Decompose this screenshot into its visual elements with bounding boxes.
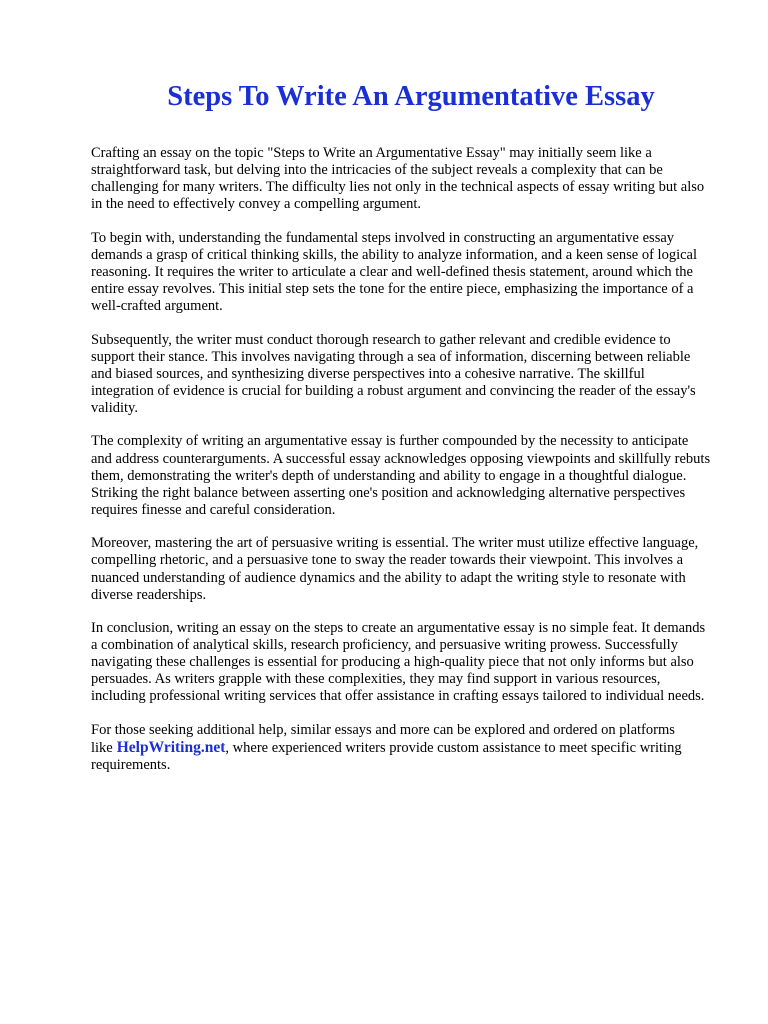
closing-text-before-link: For those seeking additional help, similar essays and more can be explored and ordered on platforms like <box>91 721 675 757</box>
closing-text-after-link: , where experienced writers provide custom assistance to meet specific writing requirements. <box>91 740 682 774</box>
paragraph-4: The complexity of writing an argumentative essay is further compounded by the necessity to anticipate and address counterarguments. A successful essay acknowledges opposing viewpoints and skillfully rebuts them, demonstrating the writer's depth of understanding and ability to engage in a thoughtful dialogue. Striking the right balance between asserting one's position and acknowledging alternative perspectives requires finesse and careful consideration. <box>91 433 711 518</box>
document-body <box>91 145 711 774</box>
closing-paragraph <box>91 722 711 774</box>
paragraph-6: In conclusion, writing an essay on the steps to create an argumentative essay is no simple feat. It demands a combination of analytical skills, research proficiency, and persuasive writing prowess. Successfully navigating these challenges is essential for producing a high-quality piece that not only informs but also persuades. As writers grapple with these complexities, they may find support in various resources, including professional writing services that offer assistance in crafting essays tailored to individual needs. <box>91 620 706 705</box>
paragraph-5: Moreover, mastering the art of persuasive writing is essential. The writer must utilize effective language, compelling rhetoric, and a persuasive tone to sway the reader towards their viewpoint. This involves a nuanced understanding of audience dynamics and the ability to adapt the writing style to resonate with diverse readerships. <box>91 535 699 603</box>
paragraph-3: Subsequently, the writer must conduct thorough research to gather relevant and credible evidence to support their stance. This involves navigating through a sea of information, discerning between reliable and biased sources, and synthesizing diverse perspectives into a cohesive narrative. The skillful integration of evidence is crucial for building a robust argument and convincing the reader of the essay's validity. <box>91 331 696 416</box>
paragraph-1: Crafting an essay on the topic "Steps to Write an Argumentative Essay" may initially seem like a straightforward task, but delving into the intricacies of the subject reveals a complexity that can be challenging for many writers. The difficulty lies not only in the technical aspects of essay writing but also in the need to effectively convey a compelling argument. <box>91 145 705 213</box>
document-title: Steps To Write An Argumentative Essay <box>167 81 655 112</box>
helpwriting-link[interactable]: HelpWriting.net <box>116 739 226 757</box>
paragraph-2: To begin with, understanding the fundamental steps involved in constructing an argumentative essay demands a grasp of critical thinking skills, the ability to analyze information, and a keen sense of logical reasoning. It requires the writer to articulate a clear and well-defined thesis statement, around which the entire essay revolves. This initial step sets the tone for the entire piece, emphasizing the importance of a well-crafted argument. <box>91 229 698 315</box>
